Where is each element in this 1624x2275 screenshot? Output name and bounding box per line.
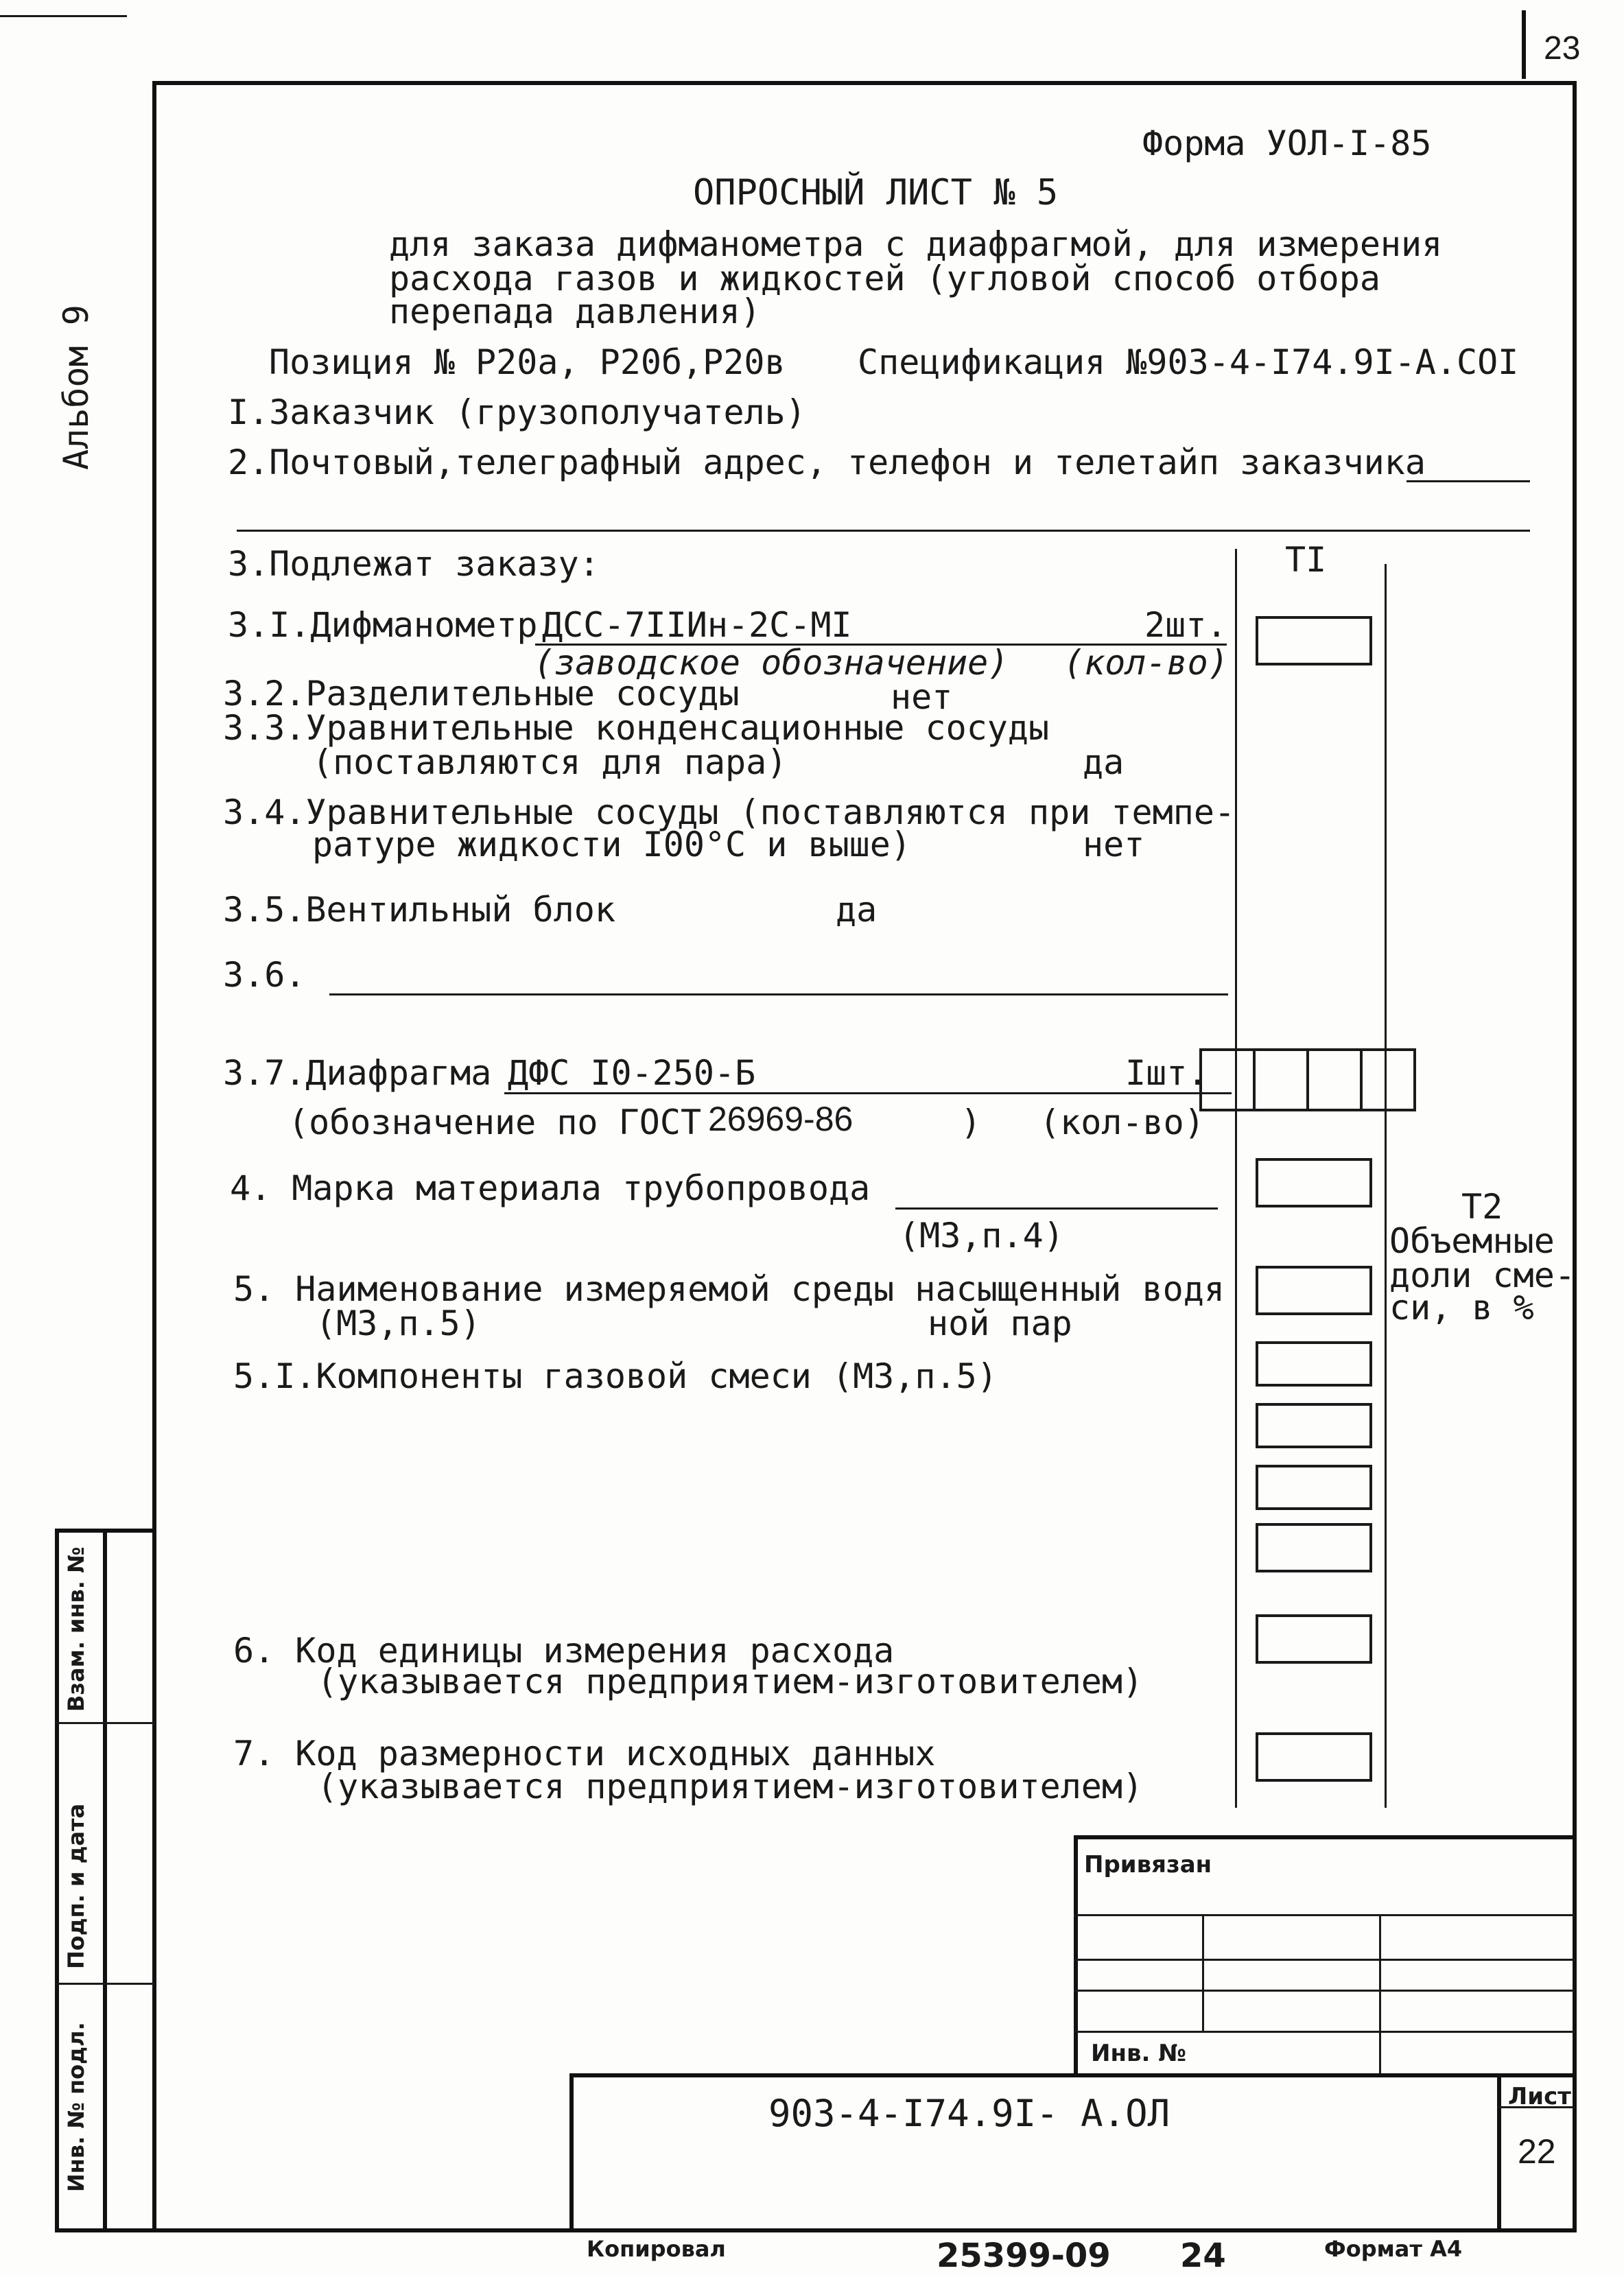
item-4: 4. Марка материала трубопровода bbox=[230, 1168, 871, 1208]
t1-box-5-1-b[interactable] bbox=[1256, 1403, 1372, 1448]
item-3-1-subcaption: (заводское обозначение) bbox=[534, 643, 1009, 683]
item-3-4-line-2: ратуре жидкости I00°С и выше) bbox=[312, 825, 911, 864]
stamp-row-2 bbox=[1074, 1959, 1575, 1961]
footer-format: Формат А4 bbox=[1324, 2236, 1463, 2262]
titleblock-left bbox=[569, 2073, 574, 2231]
t1-box-6[interactable] bbox=[1256, 1614, 1372, 1664]
item-3-2: 3.2.Разделительные сосуды bbox=[223, 674, 740, 714]
side-stamp-div-2 bbox=[55, 1983, 154, 1985]
stamp-col-2 bbox=[1379, 1914, 1381, 2075]
item-6-line-2: (указывается предприятием-изготовителем) bbox=[317, 1662, 1144, 1701]
item-3-7-qty: Iшт. bbox=[1125, 1053, 1208, 1093]
side-stamp-inner bbox=[103, 1529, 107, 2232]
t2-desc-line-2: доли сме- bbox=[1389, 1256, 1575, 1295]
album-label: Альбом 9 bbox=[56, 305, 96, 470]
t1-box-5-1-d[interactable] bbox=[1256, 1523, 1372, 1572]
item-3-7-subcaption-end: ) bbox=[961, 1103, 982, 1142]
item-6-line-1: 6. Код единицы измерения расхода bbox=[233, 1631, 895, 1671]
side-stamp-left bbox=[55, 1529, 59, 2232]
item-4-ref: (МЗ,п.4) bbox=[899, 1216, 1064, 1256]
item-3-3-value: да bbox=[1083, 742, 1125, 782]
t1-box-5-1-c[interactable] bbox=[1256, 1465, 1372, 1510]
list-value: 22 bbox=[1518, 2132, 1556, 2171]
t1-column-left bbox=[1235, 549, 1237, 1808]
item-3-7-subcaption-qty: (кол-во) bbox=[1039, 1103, 1205, 1142]
t2-desc-line-1: Объемные bbox=[1389, 1221, 1555, 1261]
item-7-line-2: (указывается предприятием-изготовителем) bbox=[317, 1767, 1144, 1806]
item-3-4-value: нет bbox=[1083, 825, 1145, 864]
item-3-7-value: ДФС I0-250-Б bbox=[508, 1053, 756, 1093]
item-1-customer: I.Заказчик (грузополучатель) bbox=[228, 392, 806, 432]
t1-cell-3-7-b[interactable] bbox=[1253, 1048, 1309, 1111]
stamp-inv-no: Инв. № bbox=[1091, 2040, 1187, 2067]
footer-order-no: 25399-09 bbox=[937, 2237, 1111, 2275]
item-3-1-subcaption-qty: (кол-во) bbox=[1063, 643, 1229, 683]
form-label: Форма УОЛ-I-85 bbox=[1142, 123, 1432, 163]
item-3-7-label: 3.7.Диафрагма bbox=[223, 1053, 492, 1093]
spec-line: Спецификация №903-4-I74.9I-А.СОI bbox=[858, 342, 1519, 382]
footer-order-part: 24 bbox=[1180, 2237, 1226, 2275]
subtitle-line-1: для заказа дифманометра с диафрагмой, для измерения bbox=[389, 224, 1443, 264]
list-label: Лист bbox=[1508, 2083, 1571, 2110]
item-3-1-qty: 2шт. bbox=[1144, 605, 1227, 645]
item-3-1-value: ДСС-7IIИн-2С-МI bbox=[542, 605, 852, 645]
page-number-top: 23 bbox=[1544, 30, 1581, 67]
item-3-1-label: 3.I.Дифманометр bbox=[228, 605, 538, 645]
t2-desc-line-3: си, в % bbox=[1389, 1288, 1534, 1328]
item-3-3-line-2: (поставляются для пара) bbox=[312, 742, 788, 782]
column-t1-label: TI bbox=[1285, 540, 1327, 580]
t1-box-4[interactable] bbox=[1256, 1158, 1372, 1207]
stamp-row-1 bbox=[1074, 1914, 1575, 1916]
item-3-2-value: нет bbox=[891, 677, 953, 717]
item-2-second-line bbox=[237, 530, 1530, 532]
item-3-7-underline bbox=[504, 1092, 1232, 1094]
subtitle-line-2: расхода газов и жидкостей (угловой способ отбора bbox=[389, 259, 1380, 298]
subtitle-line-3: перепада давления) bbox=[389, 292, 761, 331]
footer-copied: Копировал bbox=[587, 2236, 726, 2262]
item-4-underline bbox=[895, 1207, 1218, 1210]
titleblock-top bbox=[569, 2073, 1575, 2077]
side-stamp-label-2: Подп. и дата bbox=[63, 1803, 89, 1969]
frame-top bbox=[152, 81, 1576, 85]
item-3-5: 3.5.Вентильный блок bbox=[223, 890, 615, 930]
page-number-divider bbox=[1522, 10, 1526, 79]
item-2-underline-end bbox=[1407, 480, 1530, 482]
t1-box-5-1-a[interactable] bbox=[1256, 1341, 1372, 1387]
position-line: Позиция № Р20а, Р20б,Р20в bbox=[269, 342, 786, 382]
item-2-address: 2.Почтовый,телеграфный адрес, телефон и телетайп заказчика bbox=[228, 443, 1426, 482]
t1-column-right bbox=[1385, 564, 1387, 1808]
t1-box-5[interactable] bbox=[1256, 1266, 1372, 1315]
side-stamp-label-3: Взам. инв. № bbox=[63, 1546, 89, 1712]
stamp-col-1 bbox=[1202, 1914, 1204, 2031]
titleblock-sheet-divider bbox=[1497, 2073, 1501, 2231]
item-5-line-1: 5. Наименование измеряемой среды насыщенный водя bbox=[233, 1269, 1225, 1309]
item-7-line-1: 7. Код размерности исходных данных bbox=[233, 1734, 936, 1773]
doc-title: ОПРОСНЫЙ ЛИСТ № 5 bbox=[693, 172, 1059, 213]
item-3-7-gost: 26969-86 bbox=[708, 1100, 854, 1138]
item-3-7-subcaption: (обозначение по ГОСТ bbox=[288, 1103, 702, 1142]
stamp-top-edge bbox=[1074, 1835, 1575, 1839]
frame-right bbox=[1573, 81, 1577, 2232]
t1-cell-3-7-a[interactable] bbox=[1199, 1048, 1256, 1111]
stamp-row-4 bbox=[1074, 2031, 1575, 2033]
side-stamp-label-1: Инв. № подл. bbox=[63, 2022, 89, 2192]
side-stamp-top bbox=[55, 1529, 154, 1533]
item-3-3-line-1: 3.3.Уравнительные конденсационные сосуды bbox=[223, 708, 1050, 748]
item-3-heading: 3.Подлежат заказу: bbox=[228, 544, 600, 584]
item-5-line-2: (МЗ,п.5) bbox=[316, 1304, 481, 1343]
frame-left bbox=[152, 81, 156, 2232]
t1-box-3-1[interactable] bbox=[1256, 616, 1372, 665]
item-3-5-value: да bbox=[836, 890, 878, 930]
stamp-row-3 bbox=[1074, 1990, 1575, 1992]
t1-cell-3-7-c[interactable] bbox=[1306, 1048, 1363, 1111]
top-left-rule bbox=[0, 15, 127, 17]
item-5-1: 5.I.Компоненты газовой смеси (МЗ,п.5) bbox=[233, 1356, 998, 1396]
t1-cell-3-7-d[interactable] bbox=[1360, 1048, 1416, 1111]
item-5-value-2: ной пар bbox=[928, 1304, 1072, 1343]
side-stamp-div-1 bbox=[55, 1722, 154, 1724]
stamp-privyazan: Привязан bbox=[1084, 1851, 1212, 1878]
stamp-left-edge bbox=[1074, 1835, 1078, 2075]
item-3-6: 3.6. bbox=[223, 955, 306, 995]
column-t2-label: T2 bbox=[1461, 1187, 1503, 1227]
item-3-6-underline bbox=[329, 993, 1228, 995]
doc-code: 903-4-I74.9I- А.ОЛ bbox=[768, 2092, 1170, 2135]
item-3-4-line-1: 3.4.Уравнительные сосуды (поставляются при темпе- bbox=[223, 792, 1236, 832]
t1-box-7[interactable] bbox=[1256, 1732, 1372, 1782]
